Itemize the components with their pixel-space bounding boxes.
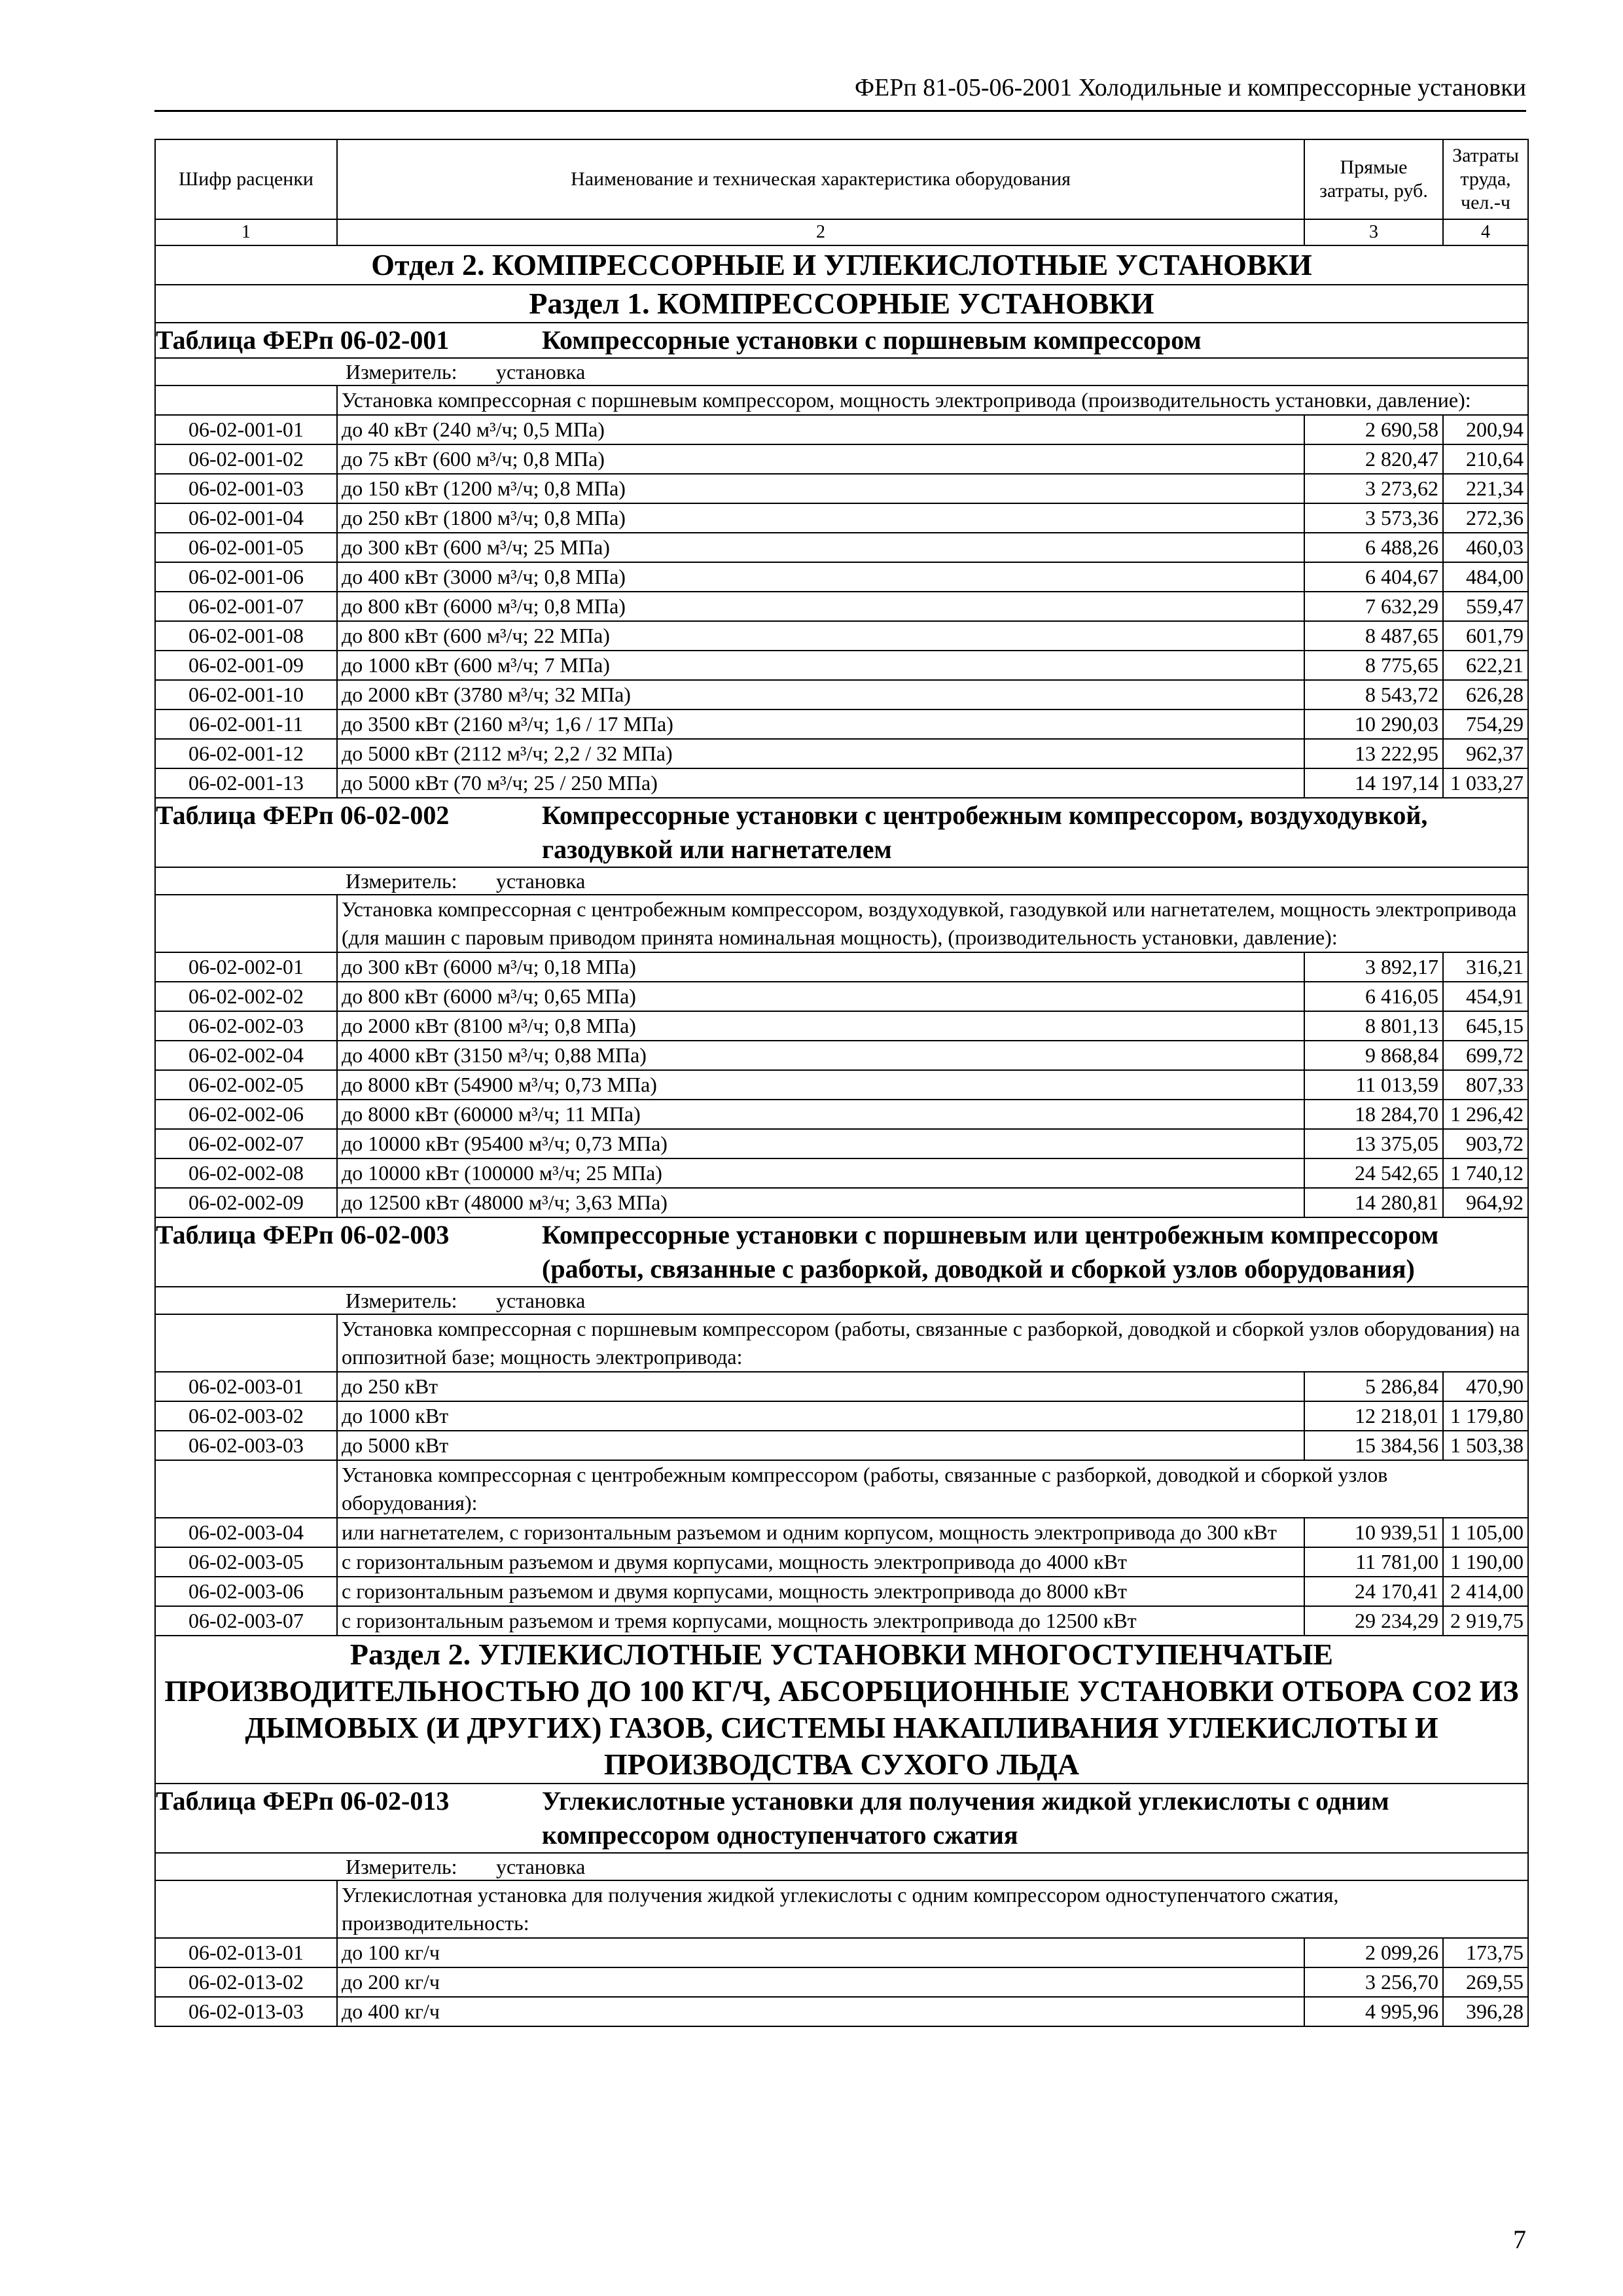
rate-name: до 800 кВт (6000 м³/ч; 0,8 МПа) — [337, 592, 1304, 621]
rate-cost: 13 375,05 — [1304, 1129, 1443, 1158]
rate-labor: 807,33 — [1443, 1070, 1528, 1100]
table-id: Таблица ФЕРп 06-02-013 — [156, 1786, 450, 1816]
rate-code: 06-02-002-05 — [155, 1070, 337, 1100]
rate-cost: 3 573,36 — [1304, 503, 1443, 533]
rate-labor: 269,55 — [1443, 1967, 1528, 1997]
rate-labor: 460,03 — [1443, 533, 1528, 562]
rate-cost: 13 222,95 — [1304, 739, 1443, 768]
rate-cost: 8 775,65 — [1304, 651, 1443, 680]
rate-cost: 10 939,51 — [1304, 1518, 1443, 1547]
rate-name: до 8000 кВт (54900 м³/ч; 0,73 МПа) — [337, 1070, 1304, 1100]
rate-cost: 2 820,47 — [1304, 444, 1443, 474]
rate-code: 06-02-001-06 — [155, 562, 337, 592]
rate-code: 06-02-001-05 — [155, 533, 337, 562]
rate-cost: 12 218,01 — [1304, 1401, 1443, 1431]
table-row — [155, 415, 1528, 444]
measure-label: Измеритель: — [346, 360, 457, 384]
measure-label: Измеритель: — [346, 1855, 457, 1878]
description-text: Установка компрессорная с центробежным компрессором, воздуходувкой, газодувкой или нагнетателем, мощность электропривода (для машин с паровым приводом принята номинальная мощность), (производительность установки, давление): — [337, 895, 1528, 952]
rate-name: до 150 кВт (1200 м³/ч; 0,8 МПа) — [337, 474, 1304, 503]
table-name: Компрессорные установки с центробежным компрессором, воздуходувкой, газодувкой или нагнетателем — [542, 800, 1428, 864]
rate-cost: 18 284,70 — [1304, 1100, 1443, 1129]
measure-row — [155, 358, 1528, 386]
rate-labor: 454,91 — [1443, 982, 1528, 1011]
table-row — [155, 1401, 1528, 1431]
table-row — [155, 982, 1528, 1011]
col-name-header: Наименование и техническая характеристика оборудования — [337, 139, 1304, 219]
rate-labor: 200,94 — [1443, 415, 1528, 444]
table-row — [155, 1158, 1528, 1188]
measure-row — [155, 1853, 1528, 1880]
table-row — [155, 503, 1528, 533]
table-row — [155, 1188, 1528, 1217]
rate-code: 06-02-003-02 — [155, 1401, 337, 1431]
rate-cost: 2 690,58 — [1304, 415, 1443, 444]
rate-labor: 1 740,12 — [1443, 1158, 1528, 1188]
rate-code: 06-02-013-02 — [155, 1967, 337, 1997]
description-row — [155, 1880, 1528, 1938]
rate-code: 06-02-013-03 — [155, 1997, 337, 2026]
rate-code: 06-02-002-04 — [155, 1041, 337, 1070]
rate-cost: 11 781,00 — [1304, 1547, 1443, 1577]
rate-code: 06-02-003-05 — [155, 1547, 337, 1577]
department-heading-row — [155, 245, 1528, 285]
description-text: Установка компрессорная с поршневым компрессором (работы, связанные с разборкой, доводкой и сборкой узлов оборудования) на оппозитной базе; мощность электропривода: — [337, 1314, 1528, 1372]
rate-name: до 300 кВт (6000 м³/ч; 0,18 МПа) — [337, 952, 1304, 982]
table-row — [155, 1011, 1528, 1041]
description-code-cell — [155, 1314, 337, 1372]
rate-code: 06-02-002-03 — [155, 1011, 337, 1041]
table-row — [155, 444, 1528, 474]
rate-cost: 6 404,67 — [1304, 562, 1443, 592]
table-row — [155, 709, 1528, 739]
rate-code: 06-02-001-11 — [155, 709, 337, 739]
rate-name: до 400 кВт (3000 м³/ч; 0,8 МПа) — [337, 562, 1304, 592]
rate-name: до 10000 кВт (100000 м³/ч; 25 МПа) — [337, 1158, 1304, 1188]
measure-cell — [155, 867, 1528, 895]
table-row — [155, 1518, 1528, 1547]
rate-name: с горизонтальным разъемом и двумя корпусами, мощность электропривода до 8000 кВт — [337, 1577, 1304, 1606]
rate-labor: 2 919,75 — [1443, 1606, 1528, 1636]
rate-code: 06-02-002-07 — [155, 1129, 337, 1158]
description-row — [155, 1314, 1528, 1372]
rate-labor: 173,75 — [1443, 1938, 1528, 1967]
rate-labor: 316,21 — [1443, 952, 1528, 982]
rate-code: 06-02-001-03 — [155, 474, 337, 503]
rate-name: до 75 кВт (600 м³/ч; 0,8 МПа) — [337, 444, 1304, 474]
table-row — [155, 651, 1528, 680]
measure-cell — [155, 358, 1528, 386]
description-text: Установка компрессорная с центробежным компрессором (работы, связанные с разборкой, доводкой и сборкой узлов оборудования): — [337, 1460, 1528, 1518]
rate-name: до 400 кг/ч — [337, 1997, 1304, 2026]
table-name: Углекислотные установки для получения жидкой углекислоты с одним компрессором одноступенчатого сжатия — [542, 1786, 1389, 1850]
table-row — [155, 474, 1528, 503]
page-header: ФЕРп 81-05-06-2001 Холодильные и компрессорные установки — [154, 72, 1526, 112]
rate-cost: 3 892,17 — [1304, 952, 1443, 982]
description-text: Углекислотная установка для получения жидкой углекислоты с одним компрессором одноступенчатого сжатия, производительность: — [337, 1880, 1528, 1938]
rates-table-container — [154, 139, 1527, 2027]
table-title-cell — [155, 798, 1528, 867]
rate-code: 06-02-002-06 — [155, 1100, 337, 1129]
rate-cost: 3 256,70 — [1304, 1967, 1443, 1997]
description-text: Установка компрессорная с поршневым компрессором, мощность электропривода (производительность установки, давление): — [337, 386, 1528, 415]
rate-cost: 14 197,14 — [1304, 768, 1443, 798]
table-row — [155, 1577, 1528, 1606]
rate-code: 06-02-003-04 — [155, 1518, 337, 1547]
rate-labor: 272,36 — [1443, 503, 1528, 533]
rate-name: до 100 кг/ч — [337, 1938, 1304, 1967]
rate-labor: 903,72 — [1443, 1129, 1528, 1158]
page-number: 7 — [1513, 2225, 1526, 2254]
rate-name: до 200 кг/ч — [337, 1967, 1304, 1997]
rate-code: 06-02-002-02 — [155, 982, 337, 1011]
rate-code: 06-02-013-01 — [155, 1938, 337, 1967]
column-header-row — [155, 139, 1528, 219]
rate-cost: 29 234,29 — [1304, 1606, 1443, 1636]
table-row — [155, 562, 1528, 592]
section-heading: Раздел 2. УГЛЕКИСЛОТНЫЕ УСТАНОВКИ МНОГОСТУПЕНЧАТЫЕ ПРОИЗВОДИТЕЛЬНОСТЬЮ ДО 100 КГ/Ч, АБСОРБЦИОННЫЕ УСТАНОВКИ ОТБОРА СО2 ИЗ ДЫМОВЫХ (И ДРУГИХ) ГАЗОВ, СИСТЕМЫ НАКАПЛИВАНИЯ УГЛЕКИСЛОТЫ И ПРОИЗВОДСТВА СУХОГО ЛЬДА — [155, 1636, 1528, 1784]
rate-name: до 1000 кВт (600 м³/ч; 7 МПа) — [337, 651, 1304, 680]
rate-cost: 9 868,84 — [1304, 1041, 1443, 1070]
table-row — [155, 1070, 1528, 1100]
table-row — [155, 1606, 1528, 1636]
rate-code: 06-02-002-08 — [155, 1158, 337, 1188]
table-title-row — [155, 1784, 1528, 1853]
rate-code: 06-02-001-09 — [155, 651, 337, 680]
measure-unit: установка — [496, 360, 586, 384]
rate-code: 06-02-002-09 — [155, 1188, 337, 1217]
rate-cost: 14 280,81 — [1304, 1188, 1443, 1217]
table-row — [155, 1967, 1528, 1997]
table-id: Таблица ФЕРп 06-02-003 — [156, 1220, 450, 1249]
rate-code: 06-02-003-06 — [155, 1577, 337, 1606]
rate-name: до 8000 кВт (60000 м³/ч; 11 МПа) — [337, 1100, 1304, 1129]
table-row — [155, 592, 1528, 621]
table-row — [155, 1372, 1528, 1401]
table-id: Таблица ФЕРп 06-02-002 — [156, 800, 450, 830]
rate-cost: 24 170,41 — [1304, 1577, 1443, 1606]
col-number: 3 — [1304, 219, 1443, 245]
rate-cost: 2 099,26 — [1304, 1938, 1443, 1967]
table-row — [155, 1100, 1528, 1129]
table-name: Компрессорные установки с поршневым компрессором — [542, 325, 1202, 355]
section-heading: Раздел 1. КОМПРЕССОРНЫЕ УСТАНОВКИ — [155, 285, 1528, 323]
rate-name: до 12500 кВт (48000 м³/ч; 3,63 МПа) — [337, 1188, 1304, 1217]
rate-code: 06-02-001-04 — [155, 503, 337, 533]
measure-cell — [155, 1853, 1528, 1880]
rate-cost: 6 488,26 — [1304, 533, 1443, 562]
rate-labor: 962,37 — [1443, 739, 1528, 768]
table-row — [155, 1431, 1528, 1460]
rate-code: 06-02-001-13 — [155, 768, 337, 798]
rate-name: до 2000 кВт (3780 м³/ч; 32 МПа) — [337, 680, 1304, 709]
rates-table — [154, 139, 1529, 2027]
col-number: 1 — [155, 219, 337, 245]
rate-labor: 601,79 — [1443, 621, 1528, 651]
description-code-cell — [155, 1880, 337, 1938]
description-code-cell — [155, 895, 337, 952]
col-labor-header: Затраты труда, чел.-ч — [1443, 139, 1528, 219]
rate-code: 06-02-003-01 — [155, 1372, 337, 1401]
rate-labor: 1 105,00 — [1443, 1518, 1528, 1547]
table-row — [155, 952, 1528, 982]
table-row — [155, 1041, 1528, 1070]
rate-labor: 1 190,00 — [1443, 1547, 1528, 1577]
rate-cost: 8 487,65 — [1304, 621, 1443, 651]
rate-cost: 10 290,03 — [1304, 709, 1443, 739]
description-code-cell — [155, 1460, 337, 1518]
rate-name: до 1000 кВт — [337, 1401, 1304, 1431]
rate-name: до 800 кВт (600 м³/ч; 22 МПа) — [337, 621, 1304, 651]
column-number-row — [155, 219, 1528, 245]
rate-code: 06-02-001-02 — [155, 444, 337, 474]
rate-name: до 5000 кВт — [337, 1431, 1304, 1460]
rate-labor: 1 033,27 — [1443, 768, 1528, 798]
rate-code: 06-02-003-03 — [155, 1431, 337, 1460]
rate-name: до 4000 кВт (3150 м³/ч; 0,88 МПа) — [337, 1041, 1304, 1070]
measure-row — [155, 1287, 1528, 1314]
rate-cost: 3 273,62 — [1304, 474, 1443, 503]
table-title-cell — [155, 1217, 1528, 1287]
rate-name: до 250 кВт (1800 м³/ч; 0,8 МПа) — [337, 503, 1304, 533]
rate-cost: 8 543,72 — [1304, 680, 1443, 709]
rate-code: 06-02-001-08 — [155, 621, 337, 651]
rate-name: до 800 кВт (6000 м³/ч; 0,65 МПа) — [337, 982, 1304, 1011]
rate-labor: 2 414,00 — [1443, 1577, 1528, 1606]
col-code-header: Шифр расценки — [155, 139, 337, 219]
rate-name: до 5000 кВт (2112 м³/ч; 2,2 / 32 МПа) — [337, 739, 1304, 768]
rate-labor: 626,28 — [1443, 680, 1528, 709]
rate-labor: 645,15 — [1443, 1011, 1528, 1041]
col-number: 2 — [337, 219, 1304, 245]
table-row — [155, 621, 1528, 651]
rate-labor: 484,00 — [1443, 562, 1528, 592]
table-title-row — [155, 323, 1528, 358]
rates-table-body — [155, 139, 1528, 2026]
rate-labor: 396,28 — [1443, 1997, 1528, 2026]
measure-unit: установка — [496, 1289, 586, 1312]
description-row — [155, 1460, 1528, 1518]
rate-labor: 470,90 — [1443, 1372, 1528, 1401]
rate-cost: 8 801,13 — [1304, 1011, 1443, 1041]
rate-code: 06-02-002-01 — [155, 952, 337, 982]
rate-code: 06-02-003-07 — [155, 1606, 337, 1636]
rate-name: до 3500 кВт (2160 м³/ч; 1,6 / 17 МПа) — [337, 709, 1304, 739]
measure-unit: установка — [496, 869, 586, 893]
col-cost-header: Прямые затраты, руб. — [1304, 139, 1443, 219]
rate-code: 06-02-001-10 — [155, 680, 337, 709]
rate-labor: 754,29 — [1443, 709, 1528, 739]
section-heading-row — [155, 1636, 1528, 1784]
rate-cost: 6 416,05 — [1304, 982, 1443, 1011]
rate-name: до 2000 кВт (8100 м³/ч; 0,8 МПа) — [337, 1011, 1304, 1041]
measure-label: Измеритель: — [346, 869, 457, 893]
rate-name: до 250 кВт — [337, 1372, 1304, 1401]
table-title-cell — [155, 323, 1528, 358]
measure-unit: установка — [496, 1855, 586, 1878]
rate-labor: 699,72 — [1443, 1041, 1528, 1070]
table-row — [155, 1997, 1528, 2026]
table-row — [155, 768, 1528, 798]
description-row — [155, 895, 1528, 952]
table-row — [155, 1129, 1528, 1158]
table-row — [155, 1547, 1528, 1577]
rate-code: 06-02-001-12 — [155, 739, 337, 768]
rate-labor: 1 503,38 — [1443, 1431, 1528, 1460]
rate-name: с горизонтальным разъемом и двумя корпусами, мощность электропривода до 4000 кВт — [337, 1547, 1304, 1577]
table-row — [155, 739, 1528, 768]
col-number: 4 — [1443, 219, 1528, 245]
rate-cost: 5 286,84 — [1304, 1372, 1443, 1401]
rate-cost: 7 632,29 — [1304, 592, 1443, 621]
rate-labor: 559,47 — [1443, 592, 1528, 621]
rate-name: или нагнетателем, с горизонтальным разъемом и одним корпусом, мощность электропривода до 300 кВт — [337, 1518, 1304, 1547]
table-name: Компрессорные установки с поршневым или центробежным компрессором (работы, связанные с разборкой, доводкой и сборкой узлов оборудования) — [542, 1220, 1439, 1283]
section-heading-row — [155, 285, 1528, 323]
rate-code: 06-02-001-01 — [155, 415, 337, 444]
rate-cost: 11 013,59 — [1304, 1070, 1443, 1100]
rate-labor: 622,21 — [1443, 651, 1528, 680]
description-row — [155, 386, 1528, 415]
rate-cost: 15 384,56 — [1304, 1431, 1443, 1460]
rate-labor: 1 296,42 — [1443, 1100, 1528, 1129]
measure-row — [155, 867, 1528, 895]
table-title-row — [155, 798, 1528, 867]
rate-labor: 210,64 — [1443, 444, 1528, 474]
table-row — [155, 680, 1528, 709]
rate-code: 06-02-001-07 — [155, 592, 337, 621]
rate-labor: 1 179,80 — [1443, 1401, 1528, 1431]
table-title-cell — [155, 1784, 1528, 1853]
rate-labor: 964,92 — [1443, 1188, 1528, 1217]
rate-name: до 10000 кВт (95400 м³/ч; 0,73 МПа) — [337, 1129, 1304, 1158]
rate-cost: 4 995,96 — [1304, 1997, 1443, 2026]
table-id: Таблица ФЕРп 06-02-001 — [156, 325, 450, 355]
measure-cell — [155, 1287, 1528, 1314]
table-row — [155, 1938, 1528, 1967]
table-row — [155, 533, 1528, 562]
description-code-cell — [155, 386, 337, 415]
measure-label: Измеритель: — [346, 1289, 457, 1312]
rate-labor: 221,34 — [1443, 474, 1528, 503]
department-heading: Отдел 2. КОМПРЕССОРНЫЕ И УГЛЕКИСЛОТНЫЕ УСТАНОВКИ — [155, 245, 1528, 285]
table-title-row — [155, 1217, 1528, 1287]
rate-name: с горизонтальным разъемом и тремя корпусами, мощность электропривода до 12500 кВт — [337, 1606, 1304, 1636]
rate-name: до 300 кВт (600 м³/ч; 25 МПа) — [337, 533, 1304, 562]
rate-name: до 40 кВт (240 м³/ч; 0,5 МПа) — [337, 415, 1304, 444]
rate-name: до 5000 кВт (70 м³/ч; 25 / 250 МПа) — [337, 768, 1304, 798]
rate-cost: 24 542,65 — [1304, 1158, 1443, 1188]
